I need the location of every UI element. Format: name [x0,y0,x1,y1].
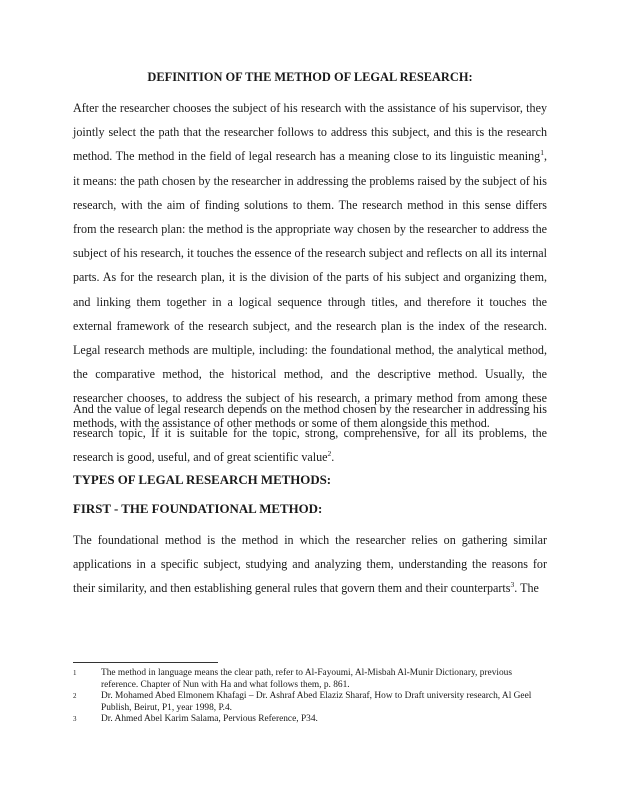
footnote-number: 3 [73,715,77,723]
paragraph-text: . [331,450,335,465]
paragraph-text: And the value of legal research depends on the method chosen by the researcher in addressing his research topic, If it is suitable for the topic, strong, comprehensive, for all its problems, the research is good, useful, and of great scientific value [73,402,547,465]
heading-foundational-method: FIRST - THE FOUNDATIONAL METHOD: [73,502,323,516]
paragraph-text: After the researcher chooses the subject of his research with the assistance of his supervisor, they jointly select the path that the researcher follows to address this subject, and this is the research method. The method in the field of legal research has a meaning close to its linguistic meaning [73,101,547,164]
footnote-text: The method in language means the clear path, refer to Al-Fayoumi, Al-Misbah Al-Munir Dictionary, previous reference. Chapter of Nun with Ha and what follows them, p. 861. [101,668,513,690]
paragraph-foundational-method [73,528,547,601]
footnote-ref-1[interactable]: 1 [540,148,544,158]
heading-types-of-methods: TYPES OF LEGAL RESEARCH METHODS: [73,473,332,487]
paragraph-method-definition [73,96,547,435]
footnote-divider [73,662,218,663]
section-title: DEFINITION OF THE METHOD OF LEGAL RESEARCH: [147,70,473,84]
footnote-ref-2[interactable]: 2 [327,449,332,459]
paragraph-text: The foundational method is the method in which the researcher relies on gathering similar applications in a specific subject, studying and analyzing them, understanding the reasons for their similarity, and then establishing general rules that govern them and their counterparts [73,533,547,596]
footnote-ref-3[interactable]: 3 [510,580,515,590]
footnote-text: Dr. Mohamed Abed Elmonem Khafagi – Dr. Ashraf Abed Elaziz Sharaf, How to Draft university research, Al Geel Publish, Beirut, P1, year 1998, P.4. [101,691,532,713]
paragraph-text: , it means: the path chosen by the researcher in addressing the problems raised by the subject of his research, with the aim of finding solutions to them. The research method in this sense differs from the research plan: the method is the appropriate way chosen by the researcher to address the subject of his research, it touches the essence of the research subject and reflects on all its internal parts. As for the research plan, it is the division of the parts of his subject and organizing them, and linking them together in a logical sequence through titles, and therefore it touches the external framework of the research subject, and the research plan is the index of the research. Legal research methods are multiple, including: the foundational method, the analytical method, the comparative method, the historical method, and the descriptive method. Usually, the researcher chooses, to address the subject of his research, a primary method from among these methods, with the assistance of other methods or some of them alongside this method. [73,149,547,430]
paragraph-text: . The [514,581,539,596]
paragraph-method-value [73,397,547,470]
footnote-number: 2 [73,692,77,700]
footnote-number: 1 [73,669,77,677]
footnote-text: Dr. Ahmed Abel Karim Salama, Pervious Reference, P34. [101,714,318,724]
